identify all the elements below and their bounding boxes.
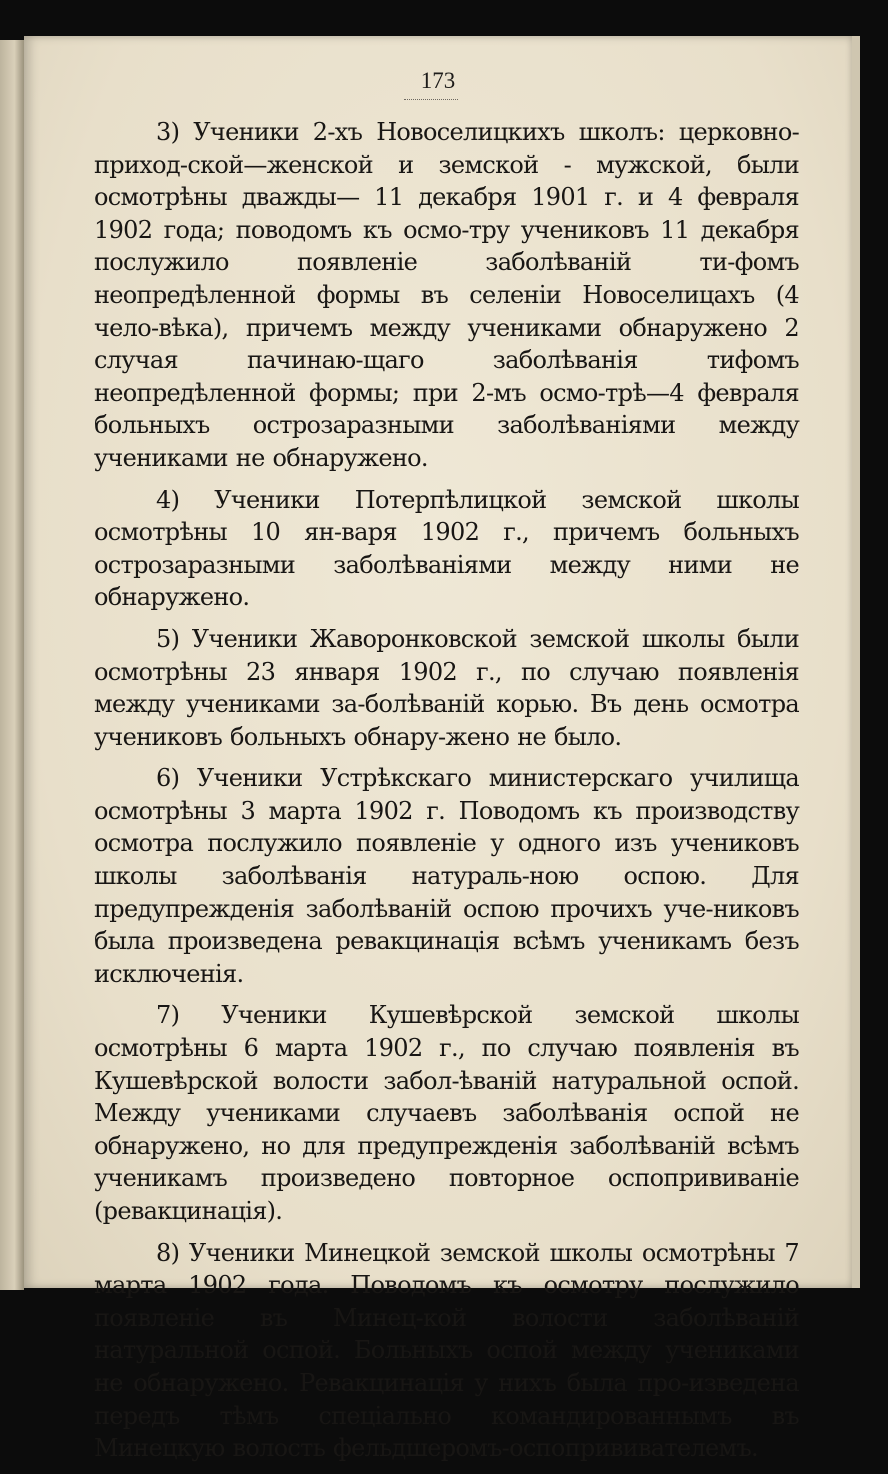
- paragraph-7: 7) Ученики Кушевѣрской земской школы осмотрѣны 6 марта 1902 г., по случаю появленія въ Кушевѣрской волости забол-ѣваній натуральной оспой. Между учениками случаевъ заболѣванія оспой не обнаружено, но для предупрежденія заболѣваній всѣмъ ученикамъ произведено повторное оспопрививаніе (ревакцинація).: [94, 1001, 799, 1225]
- page-number: 173: [420, 68, 456, 93]
- right-page-edge: [852, 36, 860, 1288]
- text-block: [94, 116, 799, 1474]
- paragraph-3: 3) Ученики 2-хъ Новоселицкихъ школъ: церковно-приход-ской—женской и земской - мужской, были осмотрѣны дважды— 11 декабря 1901 г. и 4 февраля 1902 года; поводомъ къ осмо-тру учениковъ 11 декабря послужило появленіе заболѣваній ти-фомъ неопредѣленной формы въ селеніи Новоселицахъ (4 чело-вѣка), причемъ между учениками обнаружено 2 случая пачинаю-щаго заболѣванія тифомъ неопредѣленной формы; при 2-мъ осмо-трѣ—4 февраля больныхъ острозаразными заболѣваніями между учениками не обнаружено.: [94, 118, 799, 472]
- paragraph-6: 6) Ученики Устрѣкскаго министерскаго училища осмотрѣны 3 марта 1902 г. Поводомъ къ производству осмотра послужило появленіе у одного изъ учениковъ школы заболѣванія натураль-ною оспою. Для предупрежденія заболѣваній оспою прочихъ уче-никовъ была произведена ревакцинація всѣмъ ученикамъ безъ исключенія.: [94, 764, 799, 988]
- paragraph-4: 4) Ученики Потерпѣлицкой земской школы осмотрѣны 10 ян-варя 1902 г., причемъ больныхъ острозаразными заболѣваніями между ними не обнаружено.: [94, 485, 799, 612]
- paragraph-5: 5) Ученики Жаворонковской земской школы были осмотрѣны 23 января 1902 г., по случаю появленія между учениками за-болѣваній корью. Въ день осмотра учениковъ больныхъ обнару-жено не было.: [94, 624, 799, 751]
- page-number-ornament: [404, 99, 458, 102]
- left-page-edge: [0, 40, 24, 1290]
- paragraph-8: 8) Ученики Минецкой земской школы осмотрѣны 7 марта 1902 года. Поводомъ къ осмотру послужило появленіе въ Минец-кой волости заболѣваній натуральной оспой. Больныхъ оспой между учениками не обнаружено. Ревакцинація у нихъ была про-изведена передъ тѣмъ спеціально командированнымъ въ Минецкую волость фельдшеромъ-оспопрививателемъ.: [94, 1238, 799, 1463]
- book-page: [24, 36, 852, 1463]
